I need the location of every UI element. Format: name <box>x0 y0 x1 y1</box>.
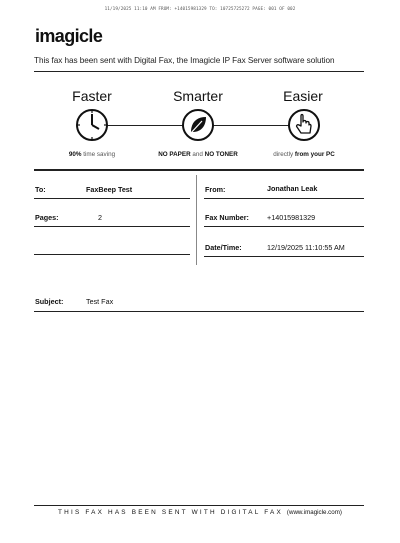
pages-label: Pages: <box>35 213 59 222</box>
fax-transmission-header: 11/19/2025 11:10 AM FROM: +14015981329 TO: 10725725272 PAGE: 001 OF 002 <box>104 7 296 12</box>
tagline: This fax has been sent with Digital Fax, the Imagicle IP Fax Server software solution <box>34 56 335 65</box>
subject-underline <box>34 311 364 312</box>
footer-url: (www.imagicle.com) <box>286 509 342 516</box>
pages-underline <box>34 226 190 227</box>
footer-divider <box>34 505 364 506</box>
fax-number-underline <box>204 226 364 227</box>
feature-caption-faster: 90% time saving <box>68 151 116 158</box>
blank-underline <box>34 254 190 255</box>
subject-value: Test Fax <box>86 297 114 306</box>
feature-title-faster: Faster <box>72 88 112 104</box>
imagicle-logo: imagicle <box>35 26 103 46</box>
datetime-value: 12/19/2025 11:10:55 AM <box>267 243 345 252</box>
from-label: From: <box>205 185 226 194</box>
feature-caption-smarter: NO PAPER and NO TONER <box>158 151 238 158</box>
column-divider <box>196 175 197 265</box>
clock-icon <box>75 108 109 142</box>
footer <box>0 509 400 516</box>
from-underline <box>204 198 364 199</box>
to-value: FaxBeep Test <box>86 185 133 194</box>
to-underline <box>34 198 190 199</box>
pages-value: 2 <box>98 213 102 222</box>
datetime-underline <box>204 256 364 257</box>
tagline-divider <box>34 71 364 72</box>
feature-title-easier: Easier <box>283 88 323 104</box>
hand-pointer-icon <box>287 108 321 142</box>
feature-title-smarter: Smarter <box>173 88 223 104</box>
fax-number-value: +14015981329 <box>267 213 316 222</box>
features-divider <box>34 169 364 171</box>
subject-label: Subject: <box>35 297 64 306</box>
from-value: Jonathan Leak <box>267 184 318 193</box>
footer-text: THIS FAX HAS BEEN SENT WITH DIGITAL FAX <box>58 509 283 516</box>
leaf-icon <box>181 108 215 142</box>
to-label: To: <box>35 185 46 194</box>
feature-caption-easier: directly from your PC <box>273 151 335 158</box>
fax-number-label: Fax Number: <box>205 213 249 222</box>
datetime-label: Date/Time: <box>205 243 242 252</box>
